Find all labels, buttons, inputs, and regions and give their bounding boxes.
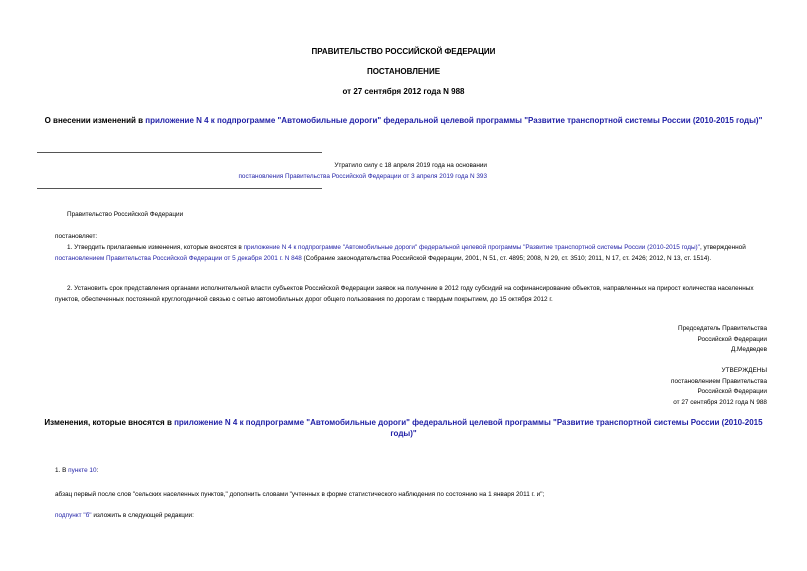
p1-text-b: , утвержденной: [699, 244, 746, 251]
approved-line-2: постановлением Правительства: [671, 377, 767, 385]
separator-top: [37, 152, 322, 153]
item1-prefix: 1. В: [55, 467, 69, 474]
signature-block: [560, 324, 767, 356]
p1-text-a: 1. Утвердить прилагаемые изменения, которые вносятся в: [67, 244, 244, 251]
approved-line-3: Российской Федерации: [697, 388, 767, 395]
notice-line: Утратило силу с 18 апреля 2019 года на основании: [334, 162, 487, 169]
paragraph-2: 2. Установить срок представления органами исполнительной власти субъектов Российской Федерации заявок на получение в 2012 году субсидий на софинансирование объектов, направленных на прирост количества населенных пунктов, обеспеченных постоянной круглогодичной связью с сетью автомобильных дорог общего пользования по дорогам с твердым покрытием, до 15 октября 2012 г.: [55, 285, 754, 303]
changes-title: [40, 417, 767, 439]
document-title: [40, 115, 767, 126]
approved-line-4: от 27 сентября 2012 года N 988: [673, 398, 767, 406]
approved-block: [560, 366, 767, 408]
changes-title-prefix: Изменения, которые вносятся в: [44, 418, 175, 427]
date-number-heading: от 27 сентября 2012 года N 988: [342, 87, 465, 96]
title-annex-link[interactable]: приложение N 4 к подпрограмме "Автомобильные дороги" федеральной целевой программы "Развитие транспортной системы России (2010-2015 годы)": [145, 116, 763, 125]
p1-decree-link[interactable]: постановлением Правительства Российской Федерации от 5 декабря 2001 г. N 848: [55, 254, 302, 262]
subitem-suffix: изложить в следующей редакции:: [91, 512, 194, 519]
signature-line-1: Председатель Правительства: [678, 325, 767, 332]
decrees-text: постановляет:: [55, 233, 98, 240]
changes-title-link[interactable]: приложение N 4 к подпрограмме "Автомобильные дороги" федеральной целевой программы "Развитие транспортной системы России (2010-2015 годы)": [174, 418, 763, 438]
item1-suffix: :: [96, 467, 99, 474]
paragraph-1: [55, 243, 767, 264]
org-heading: ПРАВИТЕЛЬСТВО РОССИЙСКОЙ ФЕДЕРАЦИИ: [311, 47, 496, 56]
intro-text: Правительство Российской Федерации: [67, 211, 184, 218]
notice-repeal-link[interactable]: постановления Правительства Российской Федерации от 3 апреля 2019 года N 393: [238, 173, 487, 180]
subitem-link[interactable]: подпункт "б": [55, 512, 92, 519]
signature-name: Д.Медведев: [730, 346, 767, 353]
change-para-1: абзац первый после слов "сельских населенных пунктов," дополнить словами "учтенных в форме статистического наблюдения по состоянию на 1 января 2011 г. и";: [55, 491, 545, 498]
signature-line-2: Российской Федерации: [697, 335, 767, 343]
change-subitem: [55, 511, 767, 522]
doc-type-heading: ПОСТАНОВЛЕНИЕ: [366, 67, 441, 76]
change-item-1: [55, 466, 767, 477]
p1-annex-link[interactable]: приложение N 4 к подпрограмме "Автомобильные дороги" федеральной целевой программы "Развитие транспортной системы России (2010-2015 годы)": [243, 244, 700, 251]
item1-clause-link[interactable]: пункте 10: [68, 467, 97, 474]
separator-bottom: [37, 188, 322, 189]
p1-text-c: (Собрание законодательства Российской Федерации, 2001, N 51, ст. 4895; 2008, N 29, ст. 3510; 2011, N 17, ст. 2426; 2012, N 13, ст. 1514).: [301, 254, 712, 262]
title-prefix: О внесении изменений в: [44, 116, 146, 125]
approved-line-1: УТВЕРЖДЕНЫ: [721, 367, 767, 374]
